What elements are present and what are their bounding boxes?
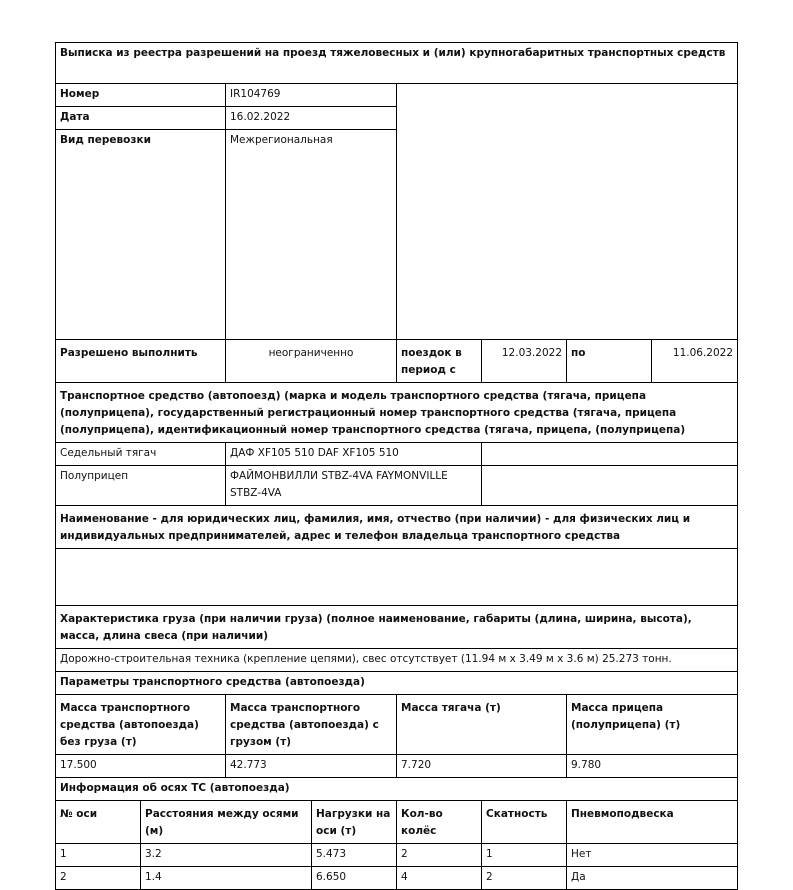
semitrailer-value: ФАЙМОНВИЛЛИ STBZ-4VA FAYMONVILLE STBZ-4VA	[226, 466, 482, 506]
trips-value: неограниченно	[226, 340, 397, 383]
axle-number: 2	[56, 867, 141, 890]
axles-header: Информация об осях ТС (автопоезда)	[56, 778, 738, 801]
document-title: Выписка из реестра разрешений на проезд тяжеловесных и (или) крупногабаритных транспортных средств	[56, 43, 738, 84]
date-value: 16.02.2022	[226, 107, 397, 130]
axle-load: 6.650	[312, 867, 397, 890]
axle-col-dual: Скатность	[482, 801, 567, 844]
permit-extract-document	[55, 42, 737, 890]
param-col-empty-mass: Масса транспортного средства (автопоезда) без груза (т)	[56, 695, 226, 755]
owner-value	[56, 549, 738, 606]
cargo-header: Характеристика груза (при наличии груза) (полное наименование, габариты (длина, ширина, высота), масса, длина свеса (при наличии)	[56, 606, 738, 649]
param-value-loaded-mass: 42.773	[226, 755, 397, 778]
param-col-loaded-mass: Масса транспортного средства (автопоезда) с грузом (т)	[226, 695, 397, 755]
period-to: 11.06.2022	[652, 340, 738, 383]
axle-number: 1	[56, 844, 141, 867]
owner-header: Наименование - для юридических лиц, фамилия, имя, отчество (при наличии) - для физических лиц и индивидуальных предпринимателей, адрес и телефон владельца транспортного средства	[56, 506, 738, 549]
tractor-label: Седельный тягач	[56, 443, 226, 466]
axle-col-number: № оси	[56, 801, 141, 844]
number-value: IR104769	[226, 84, 397, 107]
period-to-label: по	[567, 340, 652, 383]
date-label: Дата	[56, 107, 226, 130]
semitrailer-extra	[482, 466, 738, 506]
table-row	[56, 844, 738, 867]
transport-type-value: Межрегиональная	[226, 130, 397, 340]
trips-label: Разрешено выполнить	[56, 340, 226, 383]
axle-wheels: 2	[397, 844, 482, 867]
number-label: Номер	[56, 84, 226, 107]
axle-load: 5.473	[312, 844, 397, 867]
axle-distance: 1.4	[141, 867, 312, 890]
axle-col-load: Нагрузки на оси (т)	[312, 801, 397, 844]
period-from: 12.03.2022	[482, 340, 567, 383]
cargo-value: Дорожно-строительная техника (крепление цепями), свес отсутствует (11.94 м x 3.49 м x 3.6 м) 25.273 тонн.	[56, 649, 738, 672]
vehicle-header: Транспортное средство (автопоезд) (марка и модель транспортного средства (тягача, прицепа (полуприцепа), государственный регистрационный номер транспортного средства (тягача, прицепа (полуприцепа), идентификационный номер транспортного средства (тягача, прицепа, (полуприцепа)	[56, 383, 738, 443]
axle-col-distance: Расстояния между осями (м)	[141, 801, 312, 844]
param-col-tractor-mass: Масса тягача (т)	[397, 695, 567, 755]
tractor-extra	[482, 443, 738, 466]
param-value-tractor-mass: 7.720	[397, 755, 567, 778]
tractor-value: ДАФ XF105 510 DAF XF105 510	[226, 443, 482, 466]
transport-type-label: Вид перевозки	[56, 130, 226, 340]
axle-distance: 3.2	[141, 844, 312, 867]
semitrailer-label: Полуприцеп	[56, 466, 226, 506]
axle-dual: 1	[482, 844, 567, 867]
param-value-empty-mass: 17.500	[56, 755, 226, 778]
axle-air-suspension: Да	[567, 867, 738, 890]
axle-col-wheels: Кол-во колёс	[397, 801, 482, 844]
permit-table	[55, 42, 738, 890]
params-header: Параметры транспортного средства (автопоезда)	[56, 672, 738, 695]
param-value-trailer-mass: 9.780	[567, 755, 738, 778]
axle-col-air-suspension: Пневмоподвеска	[567, 801, 738, 844]
axle-wheels: 4	[397, 867, 482, 890]
period-label: поездок в период с	[397, 340, 482, 383]
axle-dual: 2	[482, 867, 567, 890]
param-col-trailer-mass: Масса прицепа (полуприцепа) (т)	[567, 695, 738, 755]
axle-air-suspension: Нет	[567, 844, 738, 867]
blank-area	[397, 84, 738, 340]
